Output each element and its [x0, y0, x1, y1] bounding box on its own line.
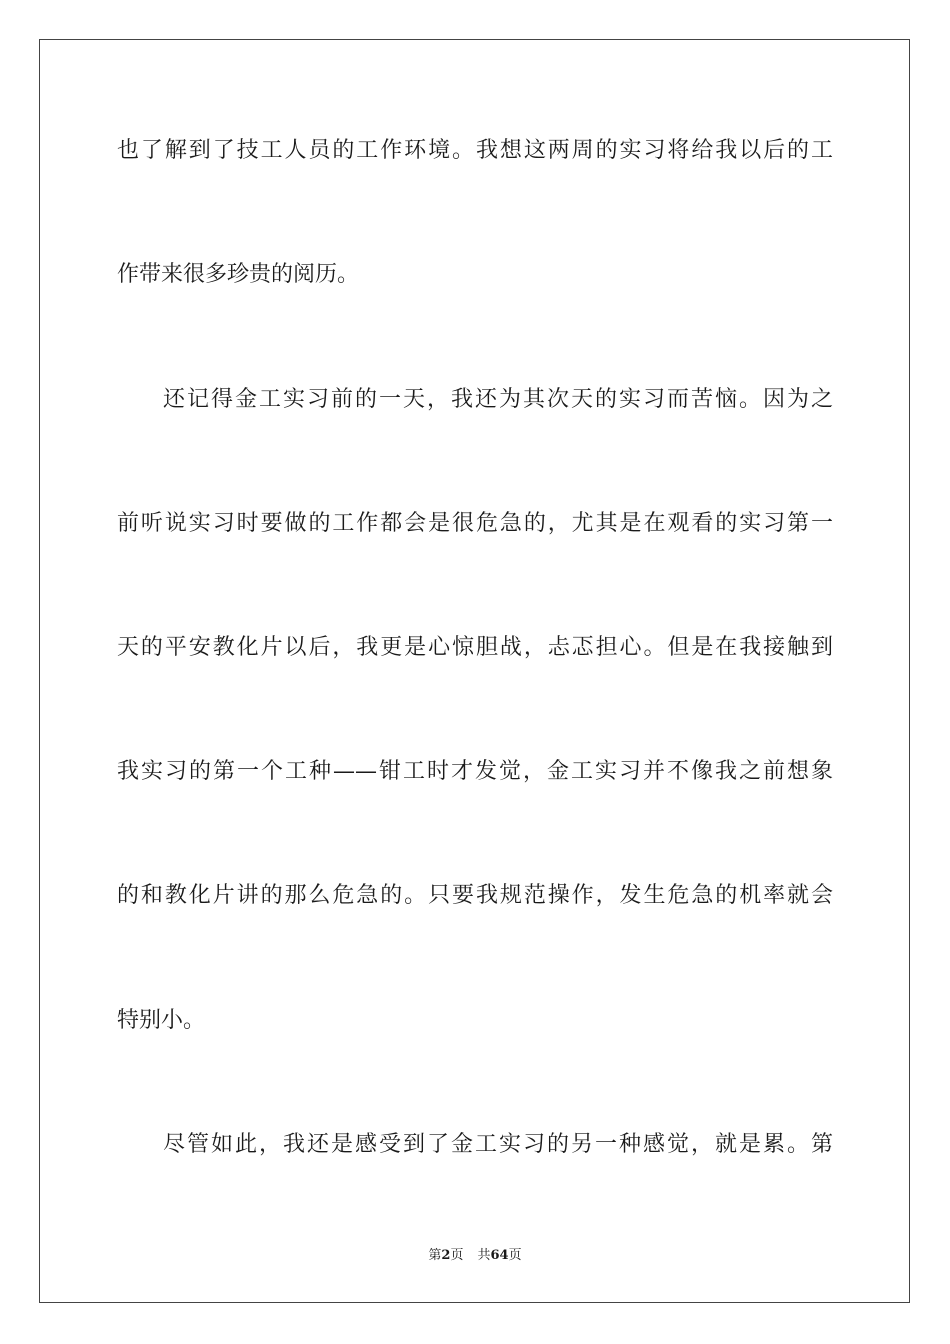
page-number: 2: [441, 1248, 451, 1263]
text-line: 的和教化片讲的那么危急的。只要我规范操作，发生危急的机率就会: [117, 883, 833, 908]
total-suffix: 页: [508, 1248, 522, 1263]
text-line: 还记得金工实习前的一天，我还为其次天的实习而苦恼。因为之: [163, 387, 833, 412]
text-line: 特别小。: [117, 1008, 206, 1033]
text-line: 也了解到了技工人员的工作环境。我想这两周的实习将给我以后的工: [117, 138, 833, 163]
page-prefix: 第: [428, 1248, 442, 1263]
text-line: 天的平安教化片以后，我更是心惊胆战，忐忑担心。但是在我接触到: [117, 635, 833, 660]
total-pages: 64: [490, 1248, 509, 1263]
text-line: 作带来很多珍贵的阅历。: [117, 262, 360, 287]
text-line: 尽管如此，我还是感受到了金工实习的另一种感觉，就是累。第: [163, 1132, 833, 1157]
page-frame: [39, 39, 910, 1303]
page-suffix: 页: [450, 1248, 464, 1263]
text-line: 我实习的第一个工种——钳工时才发觉，金工实习并不像我之前想象: [117, 759, 833, 784]
total-prefix: 共: [477, 1248, 491, 1263]
text-line: 前听说实习时要做的工作都会是很危急的，尤其是在观看的实习第一: [117, 511, 833, 536]
page-footer: [0, 1246, 950, 1266]
